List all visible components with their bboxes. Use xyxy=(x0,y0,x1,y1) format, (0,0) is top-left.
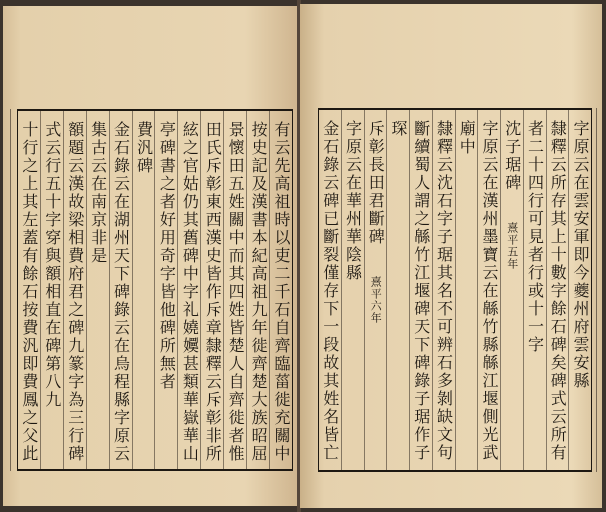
text-column xyxy=(409,110,432,470)
page-edge-rule xyxy=(10,109,11,471)
column-text: 隸釋云所存其上十數字餘石碑矣碑式云所有 xyxy=(548,120,568,462)
column-text: 亭碑書之者好用奇字皆他碑所無者 xyxy=(157,121,177,391)
text-column xyxy=(18,111,40,469)
page-edge-rule xyxy=(596,108,597,472)
text-column xyxy=(432,110,455,470)
text-column xyxy=(86,111,109,469)
text-column xyxy=(109,111,132,469)
column-text: 廟中 xyxy=(457,120,477,156)
text-column xyxy=(200,111,223,469)
text-column xyxy=(269,111,292,469)
text-column xyxy=(246,111,269,469)
column-text: 額題云漢故梁相費府君之碑九篆字為三行碑 xyxy=(65,121,85,463)
column-text: 十行之上其左蓋有餘石按費汎即費鳳之父此 xyxy=(19,121,39,463)
right-page xyxy=(300,4,602,508)
column-text: 式云行五十字穿與額相直在碑第八九 xyxy=(42,121,62,409)
text-column xyxy=(523,110,546,470)
entry-heading: 斥彰長田君斷碑 xyxy=(366,120,386,246)
date-note: 熹平六年 xyxy=(369,276,383,324)
text-column xyxy=(177,111,200,469)
text-column xyxy=(546,110,569,470)
column-text: 田氏斥彰東西漢史皆作斥章隸釋云斥彰非所 xyxy=(203,121,223,463)
text-column xyxy=(386,110,409,470)
text-column xyxy=(154,111,177,469)
column-text: 絃之官姑仍其舊碑中字礼嬈嬽甚類華嶽華山 xyxy=(180,121,200,463)
column-text: 有云先高祖時以吏二千石自齊臨菑徙充關中 xyxy=(272,121,291,463)
text-column xyxy=(455,110,478,470)
entry-heading-column xyxy=(364,110,387,470)
left-page xyxy=(3,6,298,506)
column-text: 字原云在華州華陰縣 xyxy=(343,120,363,282)
column-text: 字原云在漢州墨寶云在緜竹縣緜江堰側光武 xyxy=(480,120,499,462)
entry-heading-column xyxy=(132,111,155,469)
column-text: 琛 xyxy=(389,120,408,138)
entry-heading-column xyxy=(500,110,523,470)
column-text: 字原云在雲安軍即今夔州府雲安縣 xyxy=(571,120,590,390)
text-column xyxy=(40,111,63,469)
text-column xyxy=(568,110,591,470)
column-text: 按史記及漢書本紀高祖九年徙齊楚大族昭屈 xyxy=(249,121,269,463)
entry-heading: 費汎碑 xyxy=(134,121,154,175)
column-text: 金石錄云碑已斷裂僅存下一段故其姓名皆亡 xyxy=(320,120,340,462)
text-column xyxy=(341,110,364,470)
text-column xyxy=(63,111,86,469)
column-text: 金石錄云在湖州天下碑錄云在烏程縣字原云 xyxy=(111,121,131,463)
column-text: 斷續蜀人謂之緜竹江堰碑天下碑錄子琚作子 xyxy=(411,120,431,462)
column-text: 隸釋云沈石字子琚其名不可辨石多剝缺文句 xyxy=(434,120,454,462)
entry-heading: 沈子琚碑 xyxy=(502,120,522,192)
date-note: 熹平五年 xyxy=(505,222,519,270)
text-column xyxy=(223,111,246,469)
column-text: 景懷田五姓關中而其四姓皆楚人自齊徙者惟 xyxy=(226,121,246,463)
text-column xyxy=(477,110,500,470)
column-text: 者二十四行可見者行或十一字 xyxy=(525,120,545,354)
text-column xyxy=(319,110,341,470)
text-frame-left xyxy=(17,109,293,471)
column-text: 集古云在南京非是 xyxy=(88,121,108,265)
text-frame-right xyxy=(318,108,592,472)
